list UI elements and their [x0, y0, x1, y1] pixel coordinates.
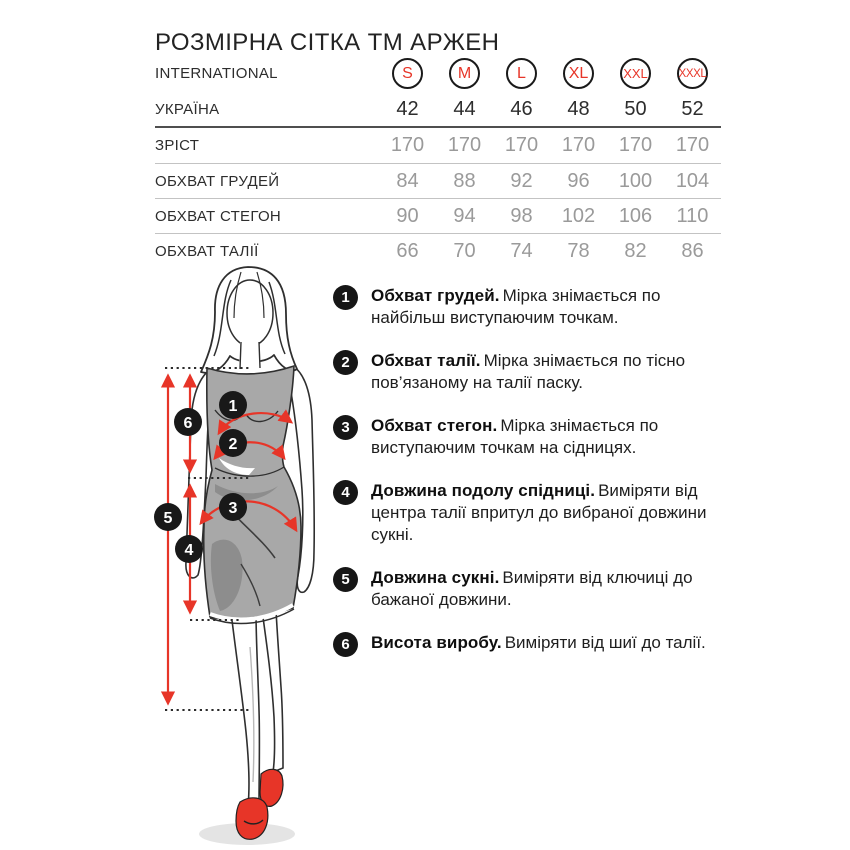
- size-badge-icon: XL: [563, 58, 594, 89]
- svg-text:6: 6: [183, 415, 193, 432]
- size-table-row: [155, 55, 721, 92]
- size-table-cell: 102: [561, 204, 596, 227]
- legend-number-badge: 1: [333, 285, 358, 310]
- size-table-row: [155, 163, 721, 198]
- legend-term: Довжина подолу спідниці.: [371, 481, 596, 500]
- size-table-cell: 44: [453, 97, 476, 120]
- legend-number-badge: 6: [333, 632, 358, 657]
- size-table-cell: 104: [675, 169, 710, 192]
- figure-marker-3: [219, 493, 247, 521]
- size-table-cell: 70: [453, 239, 476, 262]
- size-table-row-label: ОБХВАТ ТАЛІЇ: [155, 242, 259, 260]
- size-table-cell: 66: [396, 239, 419, 262]
- svg-text:4: 4: [184, 542, 194, 559]
- legend-term: Обхват грудей.: [371, 286, 500, 305]
- legend-text: [371, 415, 717, 459]
- legend-text: [371, 350, 717, 394]
- size-table-cell: [607, 58, 664, 89]
- size-table-cell: 48: [567, 97, 590, 120]
- figure-marker-2: [219, 429, 247, 457]
- page-title: РОЗМІРНА СІТКА ТМ АРЖЕН: [155, 29, 500, 57]
- size-table-cell: 94: [453, 204, 476, 227]
- size-table-row-label: ОБХВАТ СТЕГОН: [155, 207, 282, 225]
- legend-text: [371, 480, 717, 546]
- size-table-cell: [664, 58, 721, 89]
- measurement-legend: [333, 285, 737, 678]
- size-table-cell: 110: [676, 204, 709, 227]
- svg-text:3: 3: [228, 500, 238, 517]
- size-table-cell: 84: [396, 169, 419, 192]
- size-badge-icon: M: [449, 58, 480, 89]
- size-table-cell: 42: [396, 97, 419, 120]
- legend-description: Виміряти від шиї до талії.: [504, 633, 706, 652]
- legend-text: [371, 285, 717, 329]
- legend-number-badge: 3: [333, 415, 358, 440]
- size-table: [155, 55, 721, 268]
- size-table-cell: 96: [567, 169, 590, 192]
- size-badge-icon: XXL: [620, 58, 651, 89]
- size-table-cell: [493, 58, 550, 89]
- size-table-cell: 90: [396, 204, 419, 227]
- size-table-row-label: ОБХВАТ ГРУДЕЙ: [155, 172, 280, 190]
- size-badge-icon: XXXL: [677, 58, 708, 89]
- figure-marker-1: [219, 391, 247, 419]
- legend-term: Висота виробу.: [371, 633, 502, 652]
- size-table-cell: 170: [618, 134, 653, 156]
- legend-term: Обхват талії.: [371, 351, 481, 370]
- size-table-cell: 106: [618, 204, 653, 227]
- legend-description: Мірка знімається по тісно пов’язаному на талії паску.: [371, 351, 686, 392]
- size-table-cell: 88: [453, 169, 476, 192]
- size-table-row-label: ЗРІСТ: [155, 137, 200, 154]
- size-table-cell: [379, 58, 436, 89]
- legend-description: Мірка знімається по найбільш виступаючим точкам.: [371, 286, 661, 327]
- size-table-cell: 86: [681, 239, 704, 262]
- svg-text:1: 1: [228, 398, 238, 415]
- size-table-cell: 52: [681, 97, 704, 120]
- size-table-row: [155, 126, 721, 163]
- legend-item: [333, 350, 737, 394]
- legend-item: [333, 415, 737, 459]
- legend-number-badge: 2: [333, 350, 358, 375]
- size-table-cell: 170: [447, 134, 482, 156]
- size-table-cell: 74: [510, 239, 533, 262]
- figure-illustration: [145, 262, 340, 850]
- legend-text: [371, 632, 717, 657]
- size-table-cell: [550, 58, 607, 89]
- legend-item: [333, 285, 737, 329]
- size-table-cell: 46: [510, 97, 533, 120]
- legend-description: Виміряти від центра талії впритул до вибраної довжини сукні.: [371, 481, 707, 544]
- size-table-cell: 92: [510, 169, 533, 192]
- legend-term: Довжина сукні.: [371, 568, 500, 587]
- size-table-cell: 98: [510, 204, 533, 227]
- legend-description: Виміряти від ключиці до бажаної довжини.: [371, 568, 693, 609]
- figure-marker-6: [174, 408, 202, 436]
- size-table-row-label: УКРАЇНА: [155, 100, 220, 118]
- size-badge-icon: L: [506, 58, 537, 89]
- size-badge-icon: S: [392, 58, 423, 89]
- size-table-cell: [436, 58, 493, 89]
- legend-item: [333, 567, 737, 611]
- size-table-cell: 170: [675, 134, 710, 156]
- size-table-cell: 170: [390, 134, 425, 156]
- svg-text:5: 5: [163, 510, 173, 527]
- legend-number-badge: 4: [333, 480, 358, 505]
- legend-item: [333, 480, 737, 546]
- legend-item: [333, 632, 737, 657]
- size-table-row-label: INTERNATIONAL: [155, 65, 278, 82]
- legend-description: Мірка знімається по виступаючим точкам на сідницях.: [371, 416, 659, 457]
- legend-number-badge: 5: [333, 567, 358, 592]
- size-table-row: [155, 92, 721, 126]
- legend-term: Обхват стегон.: [371, 416, 498, 435]
- size-table-cell: 170: [561, 134, 596, 156]
- woman-drawing-icon: [183, 267, 314, 845]
- size-table-cell: 82: [624, 239, 647, 262]
- size-table-cell: 100: [618, 169, 653, 192]
- size-table-cell: 170: [504, 134, 539, 156]
- size-table-cell: 50: [624, 97, 647, 120]
- figure-marker-4: [175, 535, 203, 563]
- size-table-row: [155, 198, 721, 233]
- size-table-cell: 78: [567, 239, 590, 262]
- svg-text:2: 2: [228, 436, 238, 453]
- figure-marker-5: [154, 503, 182, 531]
- legend-text: [371, 567, 717, 611]
